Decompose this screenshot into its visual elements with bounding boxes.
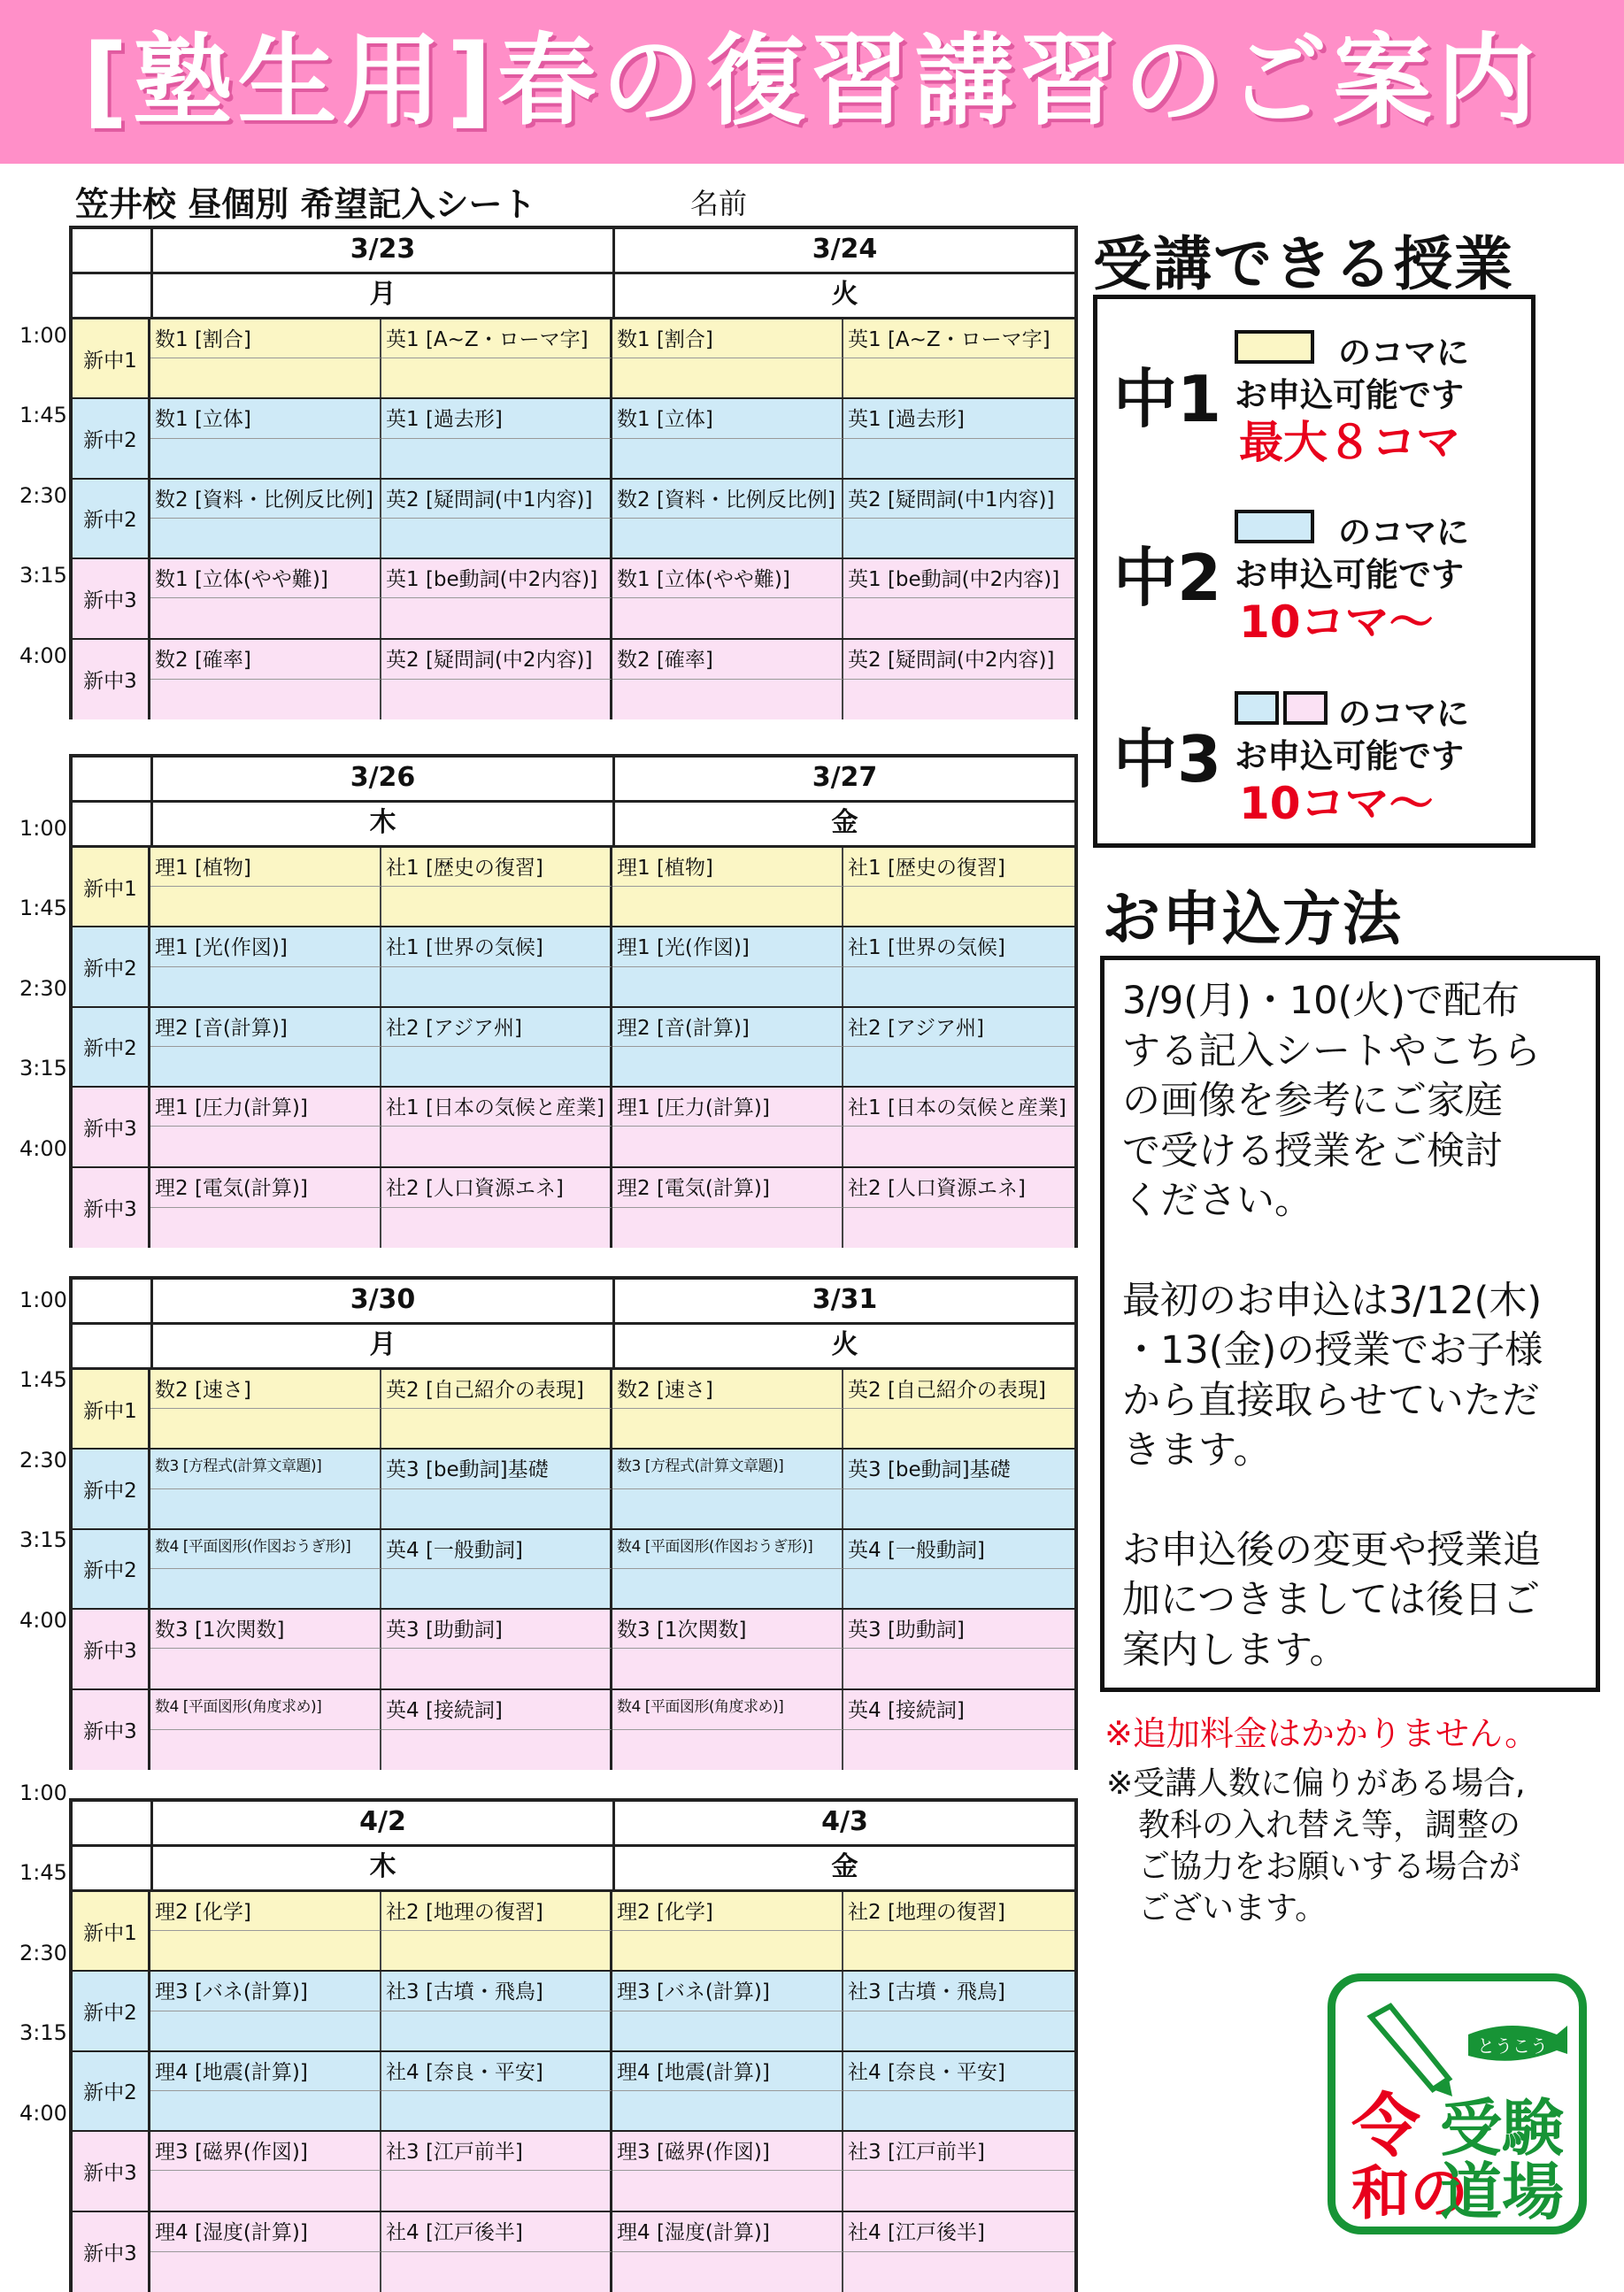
- grade-cell: 新中2: [73, 927, 150, 1005]
- entry-cell[interactable]: [381, 2171, 612, 2210]
- course-cell[interactable]: 数2 [速さ]: [612, 1370, 843, 1409]
- time-label: 2:30: [19, 976, 67, 1001]
- course-cell[interactable]: 英2 [自己紹介の表現]: [381, 1370, 612, 1409]
- date-header: 3/30: [350, 1284, 416, 1315]
- logo-text: 受験: [1440, 2092, 1564, 2165]
- course-cell[interactable]: 理4 [地震(計算)]: [150, 2052, 381, 2091]
- entry-cell[interactable]: [612, 1931, 843, 1970]
- course-cell[interactable]: 英4 [一般動詞]: [843, 1530, 1074, 1569]
- name-label: 名前: [690, 187, 748, 220]
- entry-cell[interactable]: [612, 1409, 843, 1448]
- grade-cell: 新中3: [73, 640, 150, 719]
- entry-cell[interactable]: [612, 519, 843, 558]
- course-cell[interactable]: 英1 [過去形]: [381, 399, 612, 438]
- course-cell[interactable]: 社1 [歴史の復習]: [843, 848, 1074, 887]
- course-cell[interactable]: 英3 [助動詞]: [843, 1610, 1074, 1649]
- course-cell[interactable]: 理3 [磁界(作図)]: [612, 2132, 843, 2171]
- method-paragraph: お申込後の変更や授業追 加につきましては後日ご 案内します。: [1122, 1527, 1541, 1673]
- course-cell[interactable]: 数4 [平面図形(角度求め)]: [612, 1690, 843, 1730]
- entry-cell[interactable]: [843, 1047, 1074, 1086]
- date-row: [73, 229, 1074, 274]
- time-label: 2:30: [19, 1448, 67, 1473]
- page-title: [塾生用]春の復習講習のご案内: [82, 24, 1542, 139]
- course-cell[interactable]: 英2 [疑問詞(中1内容)]: [381, 480, 612, 519]
- slot-row: [73, 1972, 1074, 2051]
- course-cell[interactable]: 数4 [平面図形(作図おうぎ形)]: [612, 1530, 843, 1569]
- course-cell[interactable]: 社3 [古墳・飛鳥]: [381, 1972, 612, 2011]
- entry-cell[interactable]: [612, 1208, 843, 1248]
- grade-cell: 新中2: [73, 480, 150, 558]
- available-line: お申込可能です: [1235, 737, 1464, 775]
- course-cell[interactable]: 数3 [1次関数]: [150, 1610, 381, 1649]
- logo-text: 令: [1351, 2087, 1421, 2166]
- entry-cell[interactable]: [843, 1409, 1074, 1448]
- time-label: 1:00: [19, 323, 67, 348]
- entry-cell[interactable]: [843, 358, 1074, 397]
- entry-cell[interactable]: [843, 1649, 1074, 1688]
- course-cell[interactable]: 理1 [光(作図)]: [612, 927, 843, 966]
- time-label: 1:45: [19, 896, 67, 920]
- course-cell[interactable]: 英3 [be動詞]基礎: [381, 1450, 612, 1488]
- time-label: 4:00: [19, 643, 67, 668]
- available-note: 10コマ〜: [1239, 596, 1434, 648]
- course-cell[interactable]: 社2 [地理の復習]: [843, 1892, 1074, 1931]
- time-label: 2:30: [19, 483, 67, 508]
- course-cell[interactable]: 社1 [歴史の復習]: [381, 848, 612, 887]
- entry-cell[interactable]: [381, 1127, 612, 1165]
- course-cell[interactable]: 社4 [奈良・平安]: [843, 2052, 1074, 2091]
- entry-cell[interactable]: [612, 2171, 843, 2210]
- entry-cell[interactable]: [381, 1409, 612, 1448]
- entry-cell[interactable]: [150, 680, 381, 719]
- slot-row: [73, 1168, 1074, 1248]
- entry-cell[interactable]: [150, 1127, 381, 1165]
- course-cell[interactable]: 英1 [A~Z・ローマ字]: [843, 319, 1074, 358]
- entry-cell[interactable]: [843, 1730, 1074, 1770]
- entry-cell[interactable]: [381, 1569, 612, 1608]
- blue-swatch: [1235, 691, 1279, 725]
- available-line: のコマに: [1338, 695, 1469, 733]
- grade-cell: 新中1: [73, 319, 150, 397]
- entry-cell[interactable]: [381, 967, 612, 1006]
- grade-cell: 新中2: [73, 1530, 150, 1608]
- grade-label: 中2: [1113, 541, 1222, 615]
- entry-cell[interactable]: [843, 2011, 1074, 2050]
- course-cell[interactable]: 社1 [世界の気候]: [381, 927, 612, 966]
- entry-cell[interactable]: [150, 1569, 381, 1608]
- entry-cell[interactable]: [150, 2252, 381, 2292]
- entry-cell[interactable]: [612, 1047, 843, 1086]
- course-cell[interactable]: 数2 [確率]: [150, 640, 381, 680]
- corner-cell: [73, 274, 153, 317]
- time-label: 4:00: [19, 1608, 67, 1633]
- blue-swatch: [1235, 510, 1314, 543]
- slot-row: [73, 1892, 1074, 1972]
- method-paragraph: 最初のお申込は3/12(木) ・13(金)の授業でお子様 から直接取らせていただ きます。: [1122, 1278, 1543, 1473]
- course-cell[interactable]: 理3 [バネ(計算)]: [150, 1972, 381, 2011]
- available-line: のコマに: [1338, 513, 1469, 551]
- time-label: 4:00: [19, 2101, 67, 2126]
- entry-cell[interactable]: [150, 887, 381, 926]
- slot-row: [73, 1370, 1074, 1450]
- logo-graphic: [1335, 1981, 1579, 2227]
- slot-row: [73, 1088, 1074, 1167]
- slot-row: [73, 1008, 1074, 1088]
- course-cell[interactable]: 数4 [平面図形(角度求め)]: [150, 1690, 381, 1730]
- entry-cell[interactable]: [150, 1730, 381, 1770]
- entry-cell[interactable]: [381, 1649, 612, 1688]
- slot-row: [73, 1450, 1074, 1529]
- logo-top-text: とうこう: [1477, 2035, 1548, 2057]
- time-label: 3:15: [19, 1527, 67, 1552]
- entry-cell[interactable]: [612, 358, 843, 397]
- course-cell[interactable]: 理3 [バネ(計算)]: [612, 1972, 843, 2011]
- corner-cell: [73, 758, 153, 800]
- course-cell[interactable]: 理1 [植物]: [612, 848, 843, 887]
- course-cell[interactable]: 英3 [be動詞]基礎: [843, 1450, 1074, 1488]
- date-row: [73, 758, 1074, 803]
- grade-cell: 新中3: [73, 1610, 150, 1688]
- yellow-swatch: [1235, 330, 1314, 364]
- fee-note: ※追加料金はかかりません。: [1104, 1714, 1539, 1753]
- slot-row: [73, 559, 1074, 639]
- entry-cell[interactable]: [843, 1208, 1074, 1248]
- course-cell[interactable]: 英3 [助動詞]: [381, 1610, 612, 1649]
- entry-cell[interactable]: [381, 2091, 612, 2130]
- available-note: 10コマ〜: [1239, 778, 1434, 829]
- course-cell[interactable]: 英2 [疑問詞(中2内容)]: [381, 640, 612, 680]
- entry-cell[interactable]: [381, 439, 612, 478]
- course-cell[interactable]: 英2 [自己紹介の表現]: [843, 1370, 1074, 1409]
- course-cell[interactable]: 社4 [江戸後半]: [843, 2212, 1074, 2252]
- grade-cell: 新中2: [73, 2052, 150, 2130]
- course-cell[interactable]: 数4 [平面図形(作図おうぎ形)]: [150, 1530, 381, 1569]
- entry-cell[interactable]: [150, 1047, 381, 1086]
- course-cell[interactable]: 理2 [電気(計算)]: [150, 1168, 381, 1208]
- entry-cell[interactable]: [612, 2091, 843, 2130]
- course-cell[interactable]: 社3 [古墳・飛鳥]: [843, 1972, 1074, 2011]
- course-cell[interactable]: 理4 [地震(計算)]: [612, 2052, 843, 2091]
- time-label: 3:15: [19, 1056, 67, 1081]
- entry-cell[interactable]: [150, 1649, 381, 1688]
- time-label: 1:00: [19, 816, 67, 841]
- entry-cell[interactable]: [150, 1409, 381, 1448]
- course-cell[interactable]: 理1 [圧力(計算)]: [150, 1088, 381, 1127]
- entry-cell[interactable]: [843, 2252, 1074, 2292]
- course-cell[interactable]: 社3 [江戸前半]: [381, 2132, 612, 2171]
- weekday-header: 金: [612, 803, 1074, 845]
- course-cell[interactable]: 数2 [資料・比例反比例]: [612, 480, 843, 519]
- course-cell[interactable]: 社1 [日本の気候と産業]: [381, 1088, 612, 1127]
- entry-cell[interactable]: [612, 1730, 843, 1770]
- entry-cell[interactable]: [381, 358, 612, 397]
- entry-cell[interactable]: [150, 439, 381, 478]
- course-cell[interactable]: 理1 [植物]: [150, 848, 381, 887]
- entry-cell[interactable]: [150, 2171, 381, 2210]
- grade-cell: 新中3: [73, 2212, 150, 2292]
- course-cell[interactable]: 社1 [日本の気候と産業]: [843, 1088, 1074, 1127]
- course-cell[interactable]: 数3 [方程式(計算文章題)]: [612, 1450, 843, 1488]
- available-heading: 受講できる授業: [1093, 230, 1514, 298]
- course-cell[interactable]: 社2 [アジア州]: [381, 1008, 612, 1047]
- time-label: 3:15: [19, 2020, 67, 2045]
- time-label: 1:45: [19, 1860, 67, 1885]
- corner-cell: [73, 1847, 153, 1889]
- date-header: 4/2: [359, 1806, 406, 1837]
- course-cell[interactable]: 理1 [圧力(計算)]: [612, 1088, 843, 1127]
- course-cell[interactable]: 理4 [湿度(計算)]: [612, 2212, 843, 2252]
- entry-cell[interactable]: [381, 1931, 612, 1970]
- course-cell[interactable]: 理1 [光(作図)]: [150, 927, 381, 966]
- entry-cell[interactable]: [612, 967, 843, 1006]
- slot-row: [73, 848, 1074, 927]
- slot-row: [73, 1530, 1074, 1610]
- weekday-row: [73, 1325, 1074, 1370]
- entry-cell[interactable]: [150, 2011, 381, 2050]
- course-cell[interactable]: 英4 [一般動詞]: [381, 1530, 612, 1569]
- grade-cell: 新中2: [73, 1972, 150, 2050]
- available-line: お申込可能です: [1235, 376, 1464, 414]
- entry-cell[interactable]: [381, 2011, 612, 2050]
- course-cell[interactable]: 社2 [アジア州]: [843, 1008, 1074, 1047]
- available-note: 最大８コマ: [1239, 417, 1460, 468]
- time-label: 1:45: [19, 403, 67, 427]
- grade-cell: 新中1: [73, 1892, 150, 1970]
- weekday-header: 火: [612, 274, 1074, 317]
- weekday-header: 金: [612, 1847, 1074, 1889]
- schedule-table: [69, 754, 1078, 1248]
- slot-row: [73, 1610, 1074, 1689]
- entry-cell[interactable]: [381, 1489, 612, 1528]
- weekday-header: 木: [369, 1851, 396, 1882]
- logo-text: 道場: [1440, 2156, 1564, 2227]
- entry-cell[interactable]: [381, 598, 612, 637]
- course-cell[interactable]: 社1 [世界の気候]: [843, 927, 1074, 966]
- grade-cell: 新中2: [73, 1008, 150, 1086]
- weekday-header: 火: [612, 1325, 1074, 1367]
- entry-cell[interactable]: [612, 1649, 843, 1688]
- grade-cell: 新中1: [73, 1370, 150, 1448]
- school-logo: [1328, 1973, 1587, 2234]
- course-cell[interactable]: 英1 [be動詞(中2内容)]: [381, 559, 612, 598]
- slot-row: [73, 927, 1074, 1007]
- time-label: 1:00: [19, 1288, 67, 1312]
- course-cell[interactable]: 数1 [割合]: [612, 319, 843, 358]
- date-row: [73, 1802, 1074, 1847]
- course-cell[interactable]: 数1 [立体]: [612, 399, 843, 438]
- course-cell[interactable]: 英1 [過去形]: [843, 399, 1074, 438]
- course-cell[interactable]: 英1 [A~Z・ローマ字]: [381, 319, 612, 358]
- grade-label: 中3: [1113, 722, 1222, 796]
- time-label: 1:00: [19, 1781, 67, 1805]
- slot-row: [73, 640, 1074, 719]
- entry-cell[interactable]: [381, 519, 612, 558]
- method-box: [1100, 956, 1600, 1692]
- entry-cell[interactable]: [381, 680, 612, 719]
- course-cell[interactable]: 数1 [立体]: [150, 399, 381, 438]
- corner-cell: [73, 803, 153, 845]
- entry-cell[interactable]: [150, 1931, 381, 1970]
- grade-label: 中1: [1113, 362, 1222, 436]
- logo-text: 和の: [1351, 2159, 1468, 2227]
- entry-cell[interactable]: [381, 1047, 612, 1086]
- course-cell[interactable]: 理2 [音(計算)]: [612, 1008, 843, 1047]
- time-label: 2:30: [19, 1941, 67, 1965]
- entry-cell[interactable]: [843, 519, 1074, 558]
- corner-cell: [73, 1325, 153, 1367]
- entry-cell[interactable]: [612, 439, 843, 478]
- corner-cell: [73, 1280, 153, 1322]
- grade-cell: 新中2: [73, 1450, 150, 1527]
- entry-cell[interactable]: [843, 1127, 1074, 1165]
- course-cell[interactable]: 数3 [方程式(計算文章題)]: [150, 1450, 381, 1488]
- entry-cell[interactable]: [381, 2252, 612, 2292]
- sheet-subtitle: 笠井校 昼個別 希望記入シート: [75, 185, 536, 224]
- entry-cell[interactable]: [612, 598, 843, 637]
- slot-row: [73, 2132, 1074, 2211]
- course-cell[interactable]: 英4 [接続詞]: [381, 1690, 612, 1730]
- course-cell[interactable]: 社4 [奈良・平安]: [381, 2052, 612, 2091]
- adjustment-note: ※受講人数に偏りがある場合, 教科の入れ替え等，調整の ご協力をお願いする場合が ございます。: [1106, 1765, 1526, 1927]
- date-header: 3/31: [612, 1280, 1074, 1322]
- course-cell[interactable]: 理2 [化学]: [612, 1892, 843, 1931]
- slot-row: [73, 399, 1074, 479]
- entry-cell[interactable]: [612, 1569, 843, 1608]
- slot-row: [73, 1690, 1074, 1770]
- weekday-header: 月: [369, 1329, 396, 1360]
- date-header: 3/23: [350, 234, 416, 265]
- grade-cell: 新中3: [73, 1690, 150, 1770]
- entry-cell[interactable]: [612, 887, 843, 926]
- date-header: 3/27: [612, 758, 1074, 800]
- grade-cell: 新中3: [73, 559, 150, 637]
- pencil-icon: [1371, 2006, 1452, 2096]
- course-cell[interactable]: 英2 [疑問詞(中2内容)]: [843, 640, 1074, 680]
- entry-cell[interactable]: [612, 1489, 843, 1528]
- course-cell[interactable]: 数2 [速さ]: [150, 1370, 381, 1409]
- course-cell[interactable]: 社2 [人口資源エネ]: [381, 1168, 612, 1208]
- entry-cell[interactable]: [150, 598, 381, 637]
- entry-cell[interactable]: [612, 680, 843, 719]
- time-label: 4:00: [19, 1136, 67, 1161]
- date-header: 4/3: [612, 1802, 1074, 1844]
- date-row: [73, 1280, 1074, 1325]
- entry-cell[interactable]: [843, 1569, 1074, 1608]
- course-cell[interactable]: 数1 [立体(やや難)]: [612, 559, 843, 598]
- entry-cell[interactable]: [843, 1931, 1074, 1970]
- course-cell[interactable]: 社4 [江戸後半]: [381, 2212, 612, 2252]
- course-cell[interactable]: 英1 [be動詞(中2内容)]: [843, 559, 1074, 598]
- course-cell[interactable]: 数3 [1次関数]: [612, 1610, 843, 1649]
- schedule-table: [69, 1276, 1078, 1770]
- method-paragraph: 3/9(月)・10(火)で配布 する記入シートやこちら の画像を参考にご家庭 で受ける授業をご検討 ください。: [1122, 979, 1541, 1223]
- grade-cell: 新中1: [73, 848, 150, 926]
- course-cell[interactable]: 英4 [接続詞]: [843, 1690, 1074, 1730]
- grade-cell: 新中3: [73, 1088, 150, 1165]
- corner-cell: [73, 1802, 153, 1844]
- slot-row: [73, 480, 1074, 559]
- course-cell[interactable]: 理2 [化学]: [150, 1892, 381, 1931]
- entry-cell[interactable]: [843, 439, 1074, 478]
- available-box: [1093, 295, 1535, 848]
- date-header: 3/26: [350, 762, 416, 793]
- entry-cell[interactable]: [381, 887, 612, 926]
- entry-cell[interactable]: [843, 1489, 1074, 1528]
- grade-cell: 新中2: [73, 399, 150, 477]
- slot-row: [73, 2052, 1074, 2132]
- weekday-row: [73, 803, 1074, 848]
- course-cell[interactable]: 社2 [人口資源エネ]: [843, 1168, 1074, 1208]
- corner-cell: [73, 229, 153, 272]
- weekday-row: [73, 1847, 1074, 1892]
- available-line: お申込可能です: [1235, 556, 1464, 594]
- slot-row: [73, 319, 1074, 399]
- course-cell[interactable]: 英2 [疑問詞(中1内容)]: [843, 480, 1074, 519]
- schedule-table: [69, 226, 1078, 719]
- slot-row: [73, 2212, 1074, 2292]
- entry-cell[interactable]: [150, 1208, 381, 1248]
- course-cell[interactable]: 理3 [磁界(作図)]: [150, 2132, 381, 2171]
- course-cell[interactable]: 数2 [資料・比例反比例]: [150, 480, 381, 519]
- weekday-row: [73, 274, 1074, 319]
- entry-cell[interactable]: [612, 2011, 843, 2050]
- course-cell[interactable]: 社3 [江戸前半]: [843, 2132, 1074, 2171]
- course-cell[interactable]: 社2 [地理の復習]: [381, 1892, 612, 1931]
- course-cell[interactable]: 数1 [立体(やや難)]: [150, 559, 381, 598]
- time-label: 3:15: [19, 563, 67, 588]
- entry-cell[interactable]: [843, 2171, 1074, 2210]
- entry-cell[interactable]: [612, 2252, 843, 2292]
- schedule-table: [69, 1798, 1078, 2292]
- course-cell[interactable]: 数1 [割合]: [150, 319, 381, 358]
- entry-cell[interactable]: [150, 967, 381, 1006]
- entry-cell[interactable]: [150, 519, 381, 558]
- entry-cell[interactable]: [150, 1489, 381, 1528]
- available-line: のコマに: [1338, 334, 1469, 372]
- course-cell[interactable]: 理4 [湿度(計算)]: [150, 2212, 381, 2252]
- entry-cell[interactable]: [843, 2091, 1074, 2130]
- header-banner: [0, 0, 1624, 164]
- entry-cell[interactable]: [150, 358, 381, 397]
- grade-cell: 新中3: [73, 2132, 150, 2210]
- entry-cell[interactable]: [843, 887, 1074, 926]
- entry-cell[interactable]: [381, 1730, 612, 1770]
- time-label: 1:45: [19, 1367, 67, 1392]
- method-heading: お申込方法: [1102, 885, 1403, 953]
- weekday-header: 月: [369, 279, 396, 310]
- entry-cell[interactable]: [843, 598, 1074, 637]
- weekday-header: 木: [369, 807, 396, 838]
- entry-cell[interactable]: [381, 1208, 612, 1248]
- date-header: 3/24: [612, 229, 1074, 272]
- entry-cell[interactable]: [612, 1127, 843, 1165]
- entry-cell[interactable]: [150, 2091, 381, 2130]
- course-cell[interactable]: 理2 [音(計算)]: [150, 1008, 381, 1047]
- course-cell[interactable]: 数2 [確率]: [612, 640, 843, 680]
- course-cell[interactable]: 理2 [電気(計算)]: [612, 1168, 843, 1208]
- entry-cell[interactable]: [843, 967, 1074, 1006]
- pink-swatch: [1283, 691, 1328, 725]
- entry-cell[interactable]: [843, 680, 1074, 719]
- grade-cell: 新中3: [73, 1168, 150, 1248]
